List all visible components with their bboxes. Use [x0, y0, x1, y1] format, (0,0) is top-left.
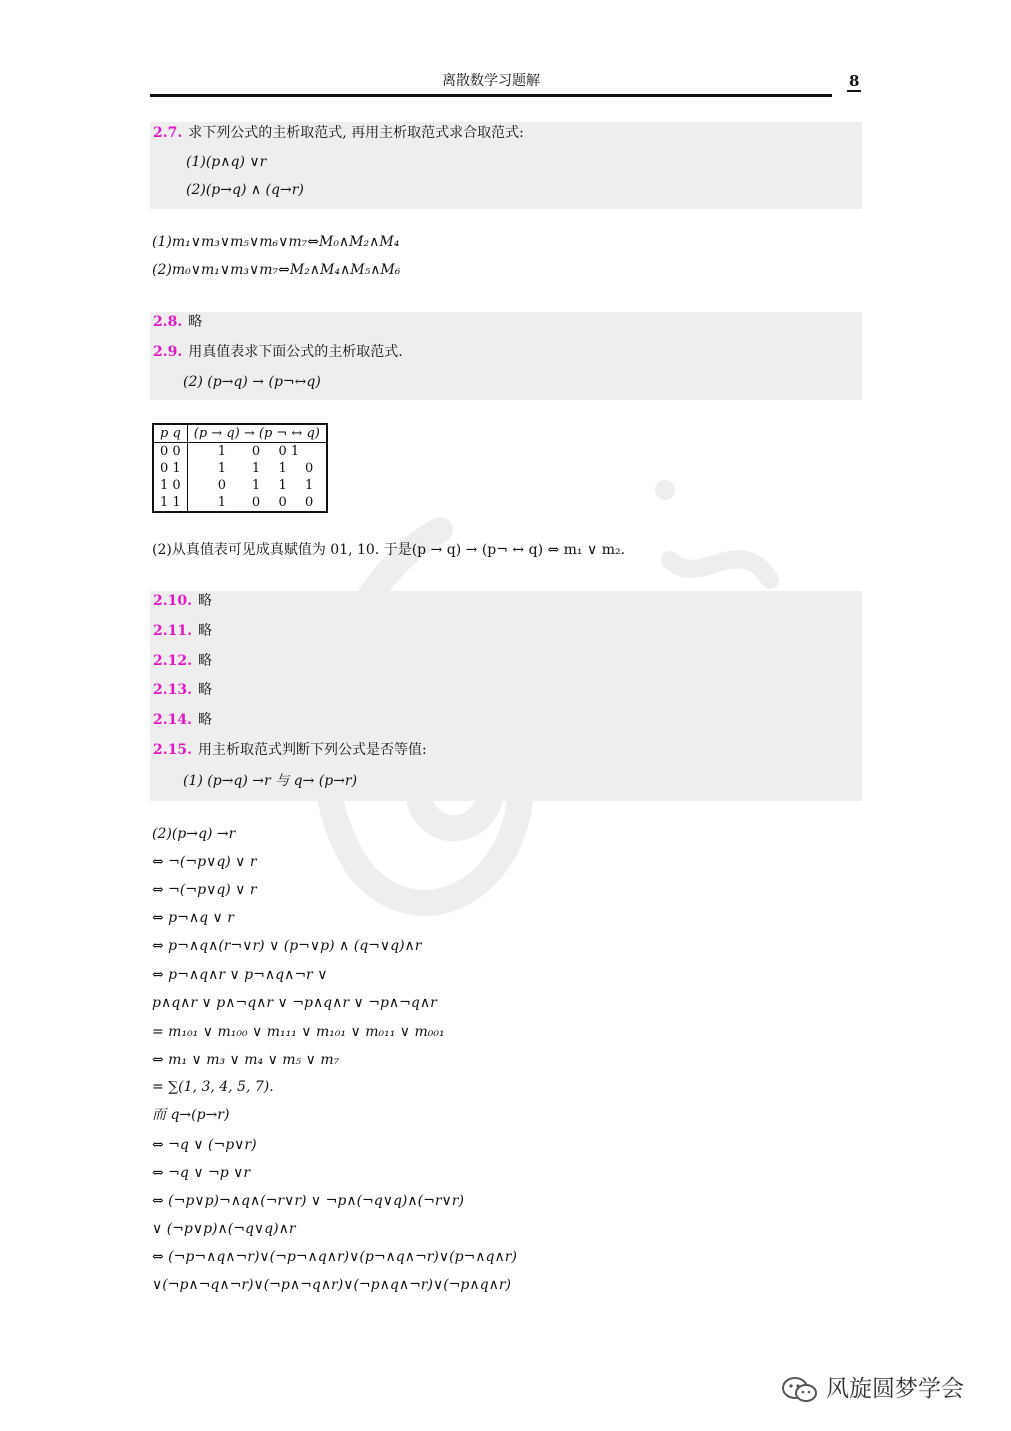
- truth-table: [152, 423, 328, 513]
- table-cell: 1 0: [160, 478, 181, 493]
- table-cell: 0 0: [160, 444, 181, 459]
- question-text: 略: [197, 682, 212, 698]
- question-number: 2.11.: [153, 623, 192, 639]
- question-text: 求下列公式的主析取范式, 再用主析取范式求合取范式:: [188, 125, 524, 141]
- question-item: (2) (p→q) → (p¬↔q): [183, 374, 321, 390]
- answer-line: (2)从真值表可见成真赋值为 01, 10. 于是(p → q) → (p¬ ↔ q) ⇔ m₁ ∨ m₂.: [152, 542, 626, 558]
- question-number: 2.15.: [153, 742, 192, 758]
- table-cell: 1: [187, 494, 246, 512]
- table-row: [153, 443, 327, 461]
- table-header: (p → q) → (p ¬ ↔ q): [187, 424, 327, 443]
- question-2-14: [153, 711, 212, 729]
- answer-line: ⇔ p¬∧q ∨ r: [152, 910, 234, 926]
- question-text: 略: [197, 653, 212, 669]
- question-box-2-10: [150, 591, 862, 801]
- answer-line: p∧q∧r ∨ p∧¬q∧r ∨ ¬p∧q∧r ∨ ¬p∧¬q∧r: [152, 995, 437, 1011]
- question-item: (2)(p→q) ∧ (q→r): [186, 182, 304, 198]
- brand-text: 风旋圆梦学会: [826, 1376, 964, 1402]
- header-title: 离散数学习题解: [442, 73, 540, 89]
- question-text: 略: [188, 314, 203, 330]
- answer-line: (2)(p→q) →r: [152, 826, 236, 842]
- question-number: 2.13.: [153, 682, 192, 698]
- table-cell: 1: [187, 460, 246, 477]
- table-cell: 1: [304, 478, 314, 493]
- page-header: [150, 70, 832, 97]
- question-2-12: [153, 652, 212, 670]
- question-text: 用主析取范式判断下列公式是否等值:: [197, 742, 427, 758]
- table-cell: 1: [251, 461, 261, 476]
- table-cell: 0: [278, 495, 287, 510]
- question-2-8: [153, 313, 202, 331]
- answer-line: ⇔ ¬(¬p∨q) ∨ r: [152, 854, 257, 870]
- answer-line: ⇔ (¬p¬∧q∧¬r)∨(¬p¬∧q∧r)∨(p¬∧q∧¬r)∨(p¬∧q∧r): [152, 1249, 517, 1265]
- wechat-icon: [780, 1375, 820, 1405]
- table-cell: 1: [278, 478, 287, 493]
- question-2-15: [153, 741, 427, 759]
- table-row: [153, 494, 327, 512]
- question-item: (1) (p→q) →r 与 q→ (p→r): [183, 773, 358, 789]
- answer-line: ⇔ ¬q ∨ (¬p∨r): [152, 1137, 257, 1153]
- table-row: [153, 477, 327, 494]
- answer-line: = m₁₀₁ ∨ m₁₀₀ ∨ m₁₁₁ ∨ m₁₀₁ ∨ m₀₁₁ ∨ m₀₀₁: [152, 1024, 445, 1040]
- question-number: 2.9.: [153, 344, 183, 360]
- answer-line: ⇔ p¬∧q∧(r¬∨r) ∨ (p¬∨p) ∧ (q¬∨q)∧r: [152, 938, 422, 954]
- question-2-9: [153, 343, 403, 361]
- table-cell: 0 1: [160, 461, 181, 476]
- question-number: 2.14.: [153, 712, 192, 728]
- answer-line: = ∑(1, 3, 4, 5, 7).: [152, 1079, 274, 1095]
- answer-line: (1)m₁∨m₃∨m₅∨m₆∨m₇⇔M₀∧M₂∧M₄: [152, 234, 400, 250]
- table-cell: 1: [251, 478, 261, 493]
- table-header: p q: [153, 424, 187, 443]
- question-text: 略: [197, 712, 212, 728]
- question-text: 略: [197, 623, 212, 639]
- question-number: 2.8.: [153, 314, 183, 330]
- answer-line: ∨(¬p∧¬q∧¬r)∨(¬p∧¬q∧r)∨(¬p∧q∧¬r)∨(¬p∧q∧r): [152, 1277, 511, 1293]
- question-2-13: [153, 681, 212, 699]
- answer-line: ⇔ p¬∧q∧r ∨ p¬∧q∧¬r ∨: [152, 967, 328, 983]
- answer-line: ⇔ ¬q ∨ ¬p ∨r: [152, 1165, 251, 1181]
- question-2-7: [153, 124, 524, 142]
- answer-line: (2)m₀∨m₁∨m₃∨m₇⇔M₂∧M₄∧M₅∧M₆: [152, 262, 401, 278]
- question-text: 用真值表求下面公式的主析取范式.: [188, 344, 403, 360]
- question-text: 略: [197, 593, 212, 609]
- answer-line: 而 q→(p→r): [152, 1107, 230, 1123]
- table-cell: 0 1: [278, 444, 300, 459]
- question-number: 2.10.: [153, 593, 192, 609]
- question-number: 2.7.: [153, 125, 183, 141]
- question-number: 2.12.: [153, 653, 192, 669]
- table-cell: 0: [304, 495, 314, 510]
- table-cell: 0: [251, 495, 261, 510]
- question-2-10: [153, 592, 212, 610]
- table-cell: 0: [187, 477, 246, 494]
- question-item: (1)(p∧q) ∨r: [186, 154, 267, 170]
- table-cell: 0: [304, 461, 314, 476]
- brand-label: [780, 1370, 964, 1405]
- answer-line: ∨ (¬p∨p)∧(¬q∨q)∧r: [152, 1221, 296, 1237]
- answer-line: ⇔ (¬p∨p)¬∧q∧(¬r∨r) ∨ ¬p∧(¬q∨q)∧(¬r∨r): [152, 1193, 464, 1209]
- table-cell: 1: [187, 443, 246, 461]
- answer-line: ⇔ m₁ ∨ m₃ ∨ m₄ ∨ m₅ ∨ m₇: [152, 1052, 340, 1068]
- answer-line: ⇔ ¬(¬p∨q) ∨ r: [152, 882, 257, 898]
- table-row: [153, 460, 327, 477]
- page-number: 8: [849, 72, 860, 90]
- table-cell: 1 1: [160, 495, 181, 510]
- question-2-11: [153, 622, 212, 640]
- table-cell: 1: [278, 461, 287, 476]
- table-cell: 0: [251, 444, 261, 459]
